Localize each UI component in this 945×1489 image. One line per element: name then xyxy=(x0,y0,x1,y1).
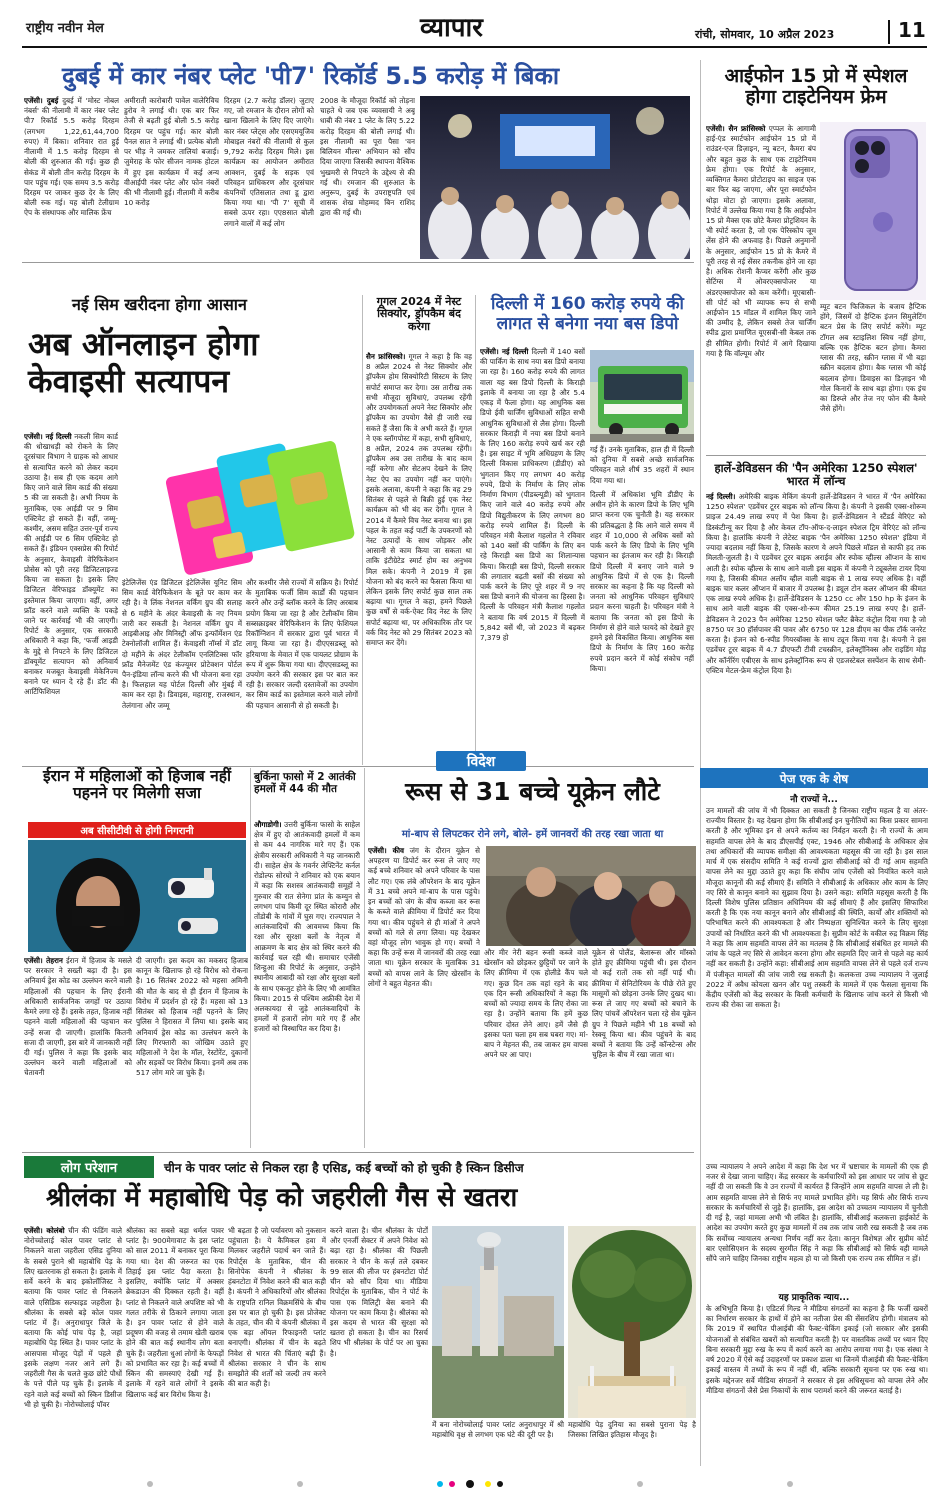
srilanka-col1 xyxy=(24,1226,122,1466)
iphone-col2-text: म्यूट बटन फिजिकल के बजाय हैप्टिक होंगे, जिसमें दो हैप्टिक इंजन सिमुलेटिंग बटन प्रेस के लिए सपोर्ट करेंगे। म्यूट टॉगल अब स्टाइलिश स्विच नहीं होगा, बल्कि एक हैप्टिक बटन होगा। कैमरा ग्लास की तरह, स्क्रीन ग्लास में भी बड़ा स्क्रीन बदलाव होगा। बैक ग्लास भी कोई बदलाव होगा। डिवाइस का डिज़ाइन भी गोल किनारों के साथ बड़ा होगा। एक इंच का डिस्प्ले और तेज नए फोन की कैमरे जैसे होंगे। xyxy=(820,302,926,414)
iran-subhead: अब सीसीटीवी से होगी निगरानी xyxy=(80,826,194,837)
page-ek-band xyxy=(700,768,928,788)
divider-delhi xyxy=(475,295,476,765)
dubai-col4 xyxy=(320,96,415,258)
masthead-divider xyxy=(888,20,890,44)
sim-col3-text: और कश्मीर जैसे राज्यों में सक्रिय है। रिपोर्ट के मुताबिक फर्जी सिम कार्डों की पहचान करने और उन्हें ब्लॉक करने के लिए अरबाब प्रयोग किया जा रहा है और टेलीकॉम सिम सब्सक्राइबर वेरिफिकेशन के लिए फेशियल रिकॉग्निशन में सरकार द्वारा पूर्व भारत में लागू किया जा रहा है। दीएएसडब्लू को हरियाणा के मेवात में एक पायलट प्रोग्राम के रूप में शुरू किया गया था। दीएएसडब्लू का उपयोग करने की सरकार इस पर बात कर रही है। सरकार जल्दी दस्तावेजों का उपयोग कर सिम कार्ड का इस्तेमाल करने वाले लोगों की पहचान आसानी से हो सकती है। xyxy=(246,578,358,710)
russia-dateline: एजेंसी। कीव xyxy=(368,846,404,855)
dubai-col4-text: 2008 के मौजूदा रिकॉर्ड को तोड़ना चाहते थे जब एक व्यवसायी ने अबू धाबी की नंबर 1 प्लेट के लिए 5.22 करोड़ दिरहम की बोली लगाई थी। इस नीलामी का पूरा पैसा 'वन बिलियन मील्स' अभियान को सौंप दिया जाएगा जिसकी स्थापना वैश्विक भुखमरी से निपटने के उद्देश्य से की गई थी। रमजान की शुरुआत के अनुरूप, दुबई के उपराष्ट्रपति एवं शासक शेख मोहम्मद बिन राशिद द्वारा की गई थी। xyxy=(320,96,415,218)
harley-headline: हार्ले-डेविडसन की 'पैन अमेरिका 1250 स्पेशल' भारत में लॉन्च xyxy=(714,461,918,488)
iran-dateline: एजेंसी। तेहरान xyxy=(24,956,63,965)
videsh-label-text: विदेश xyxy=(466,753,496,770)
russia-col1-text: जंग के दौरान यूक्रेन से अपहरण या डिपोर्ट कर रूस ले जाए गए कई बच्चे शनिवार को अपने परिवार के पास लौट गए। एक लंबे ऑपरेशन के बाद यूक्रेन में 31 बच्चे अपने मां-बाप के पास पहुंचे। इन बच्चों को जंग के बीच कब्जा कर रूस के कब्जे वाले क्रीमिया में डिपोर्ट कर दिया गया था। कीव पहुंचने से ही मांओं ने अपने बच्चों को गले से लगा लिया। यह देखकर वहां मौजूद लोग भावुक हो गए। बच्चों ने कहा कि उन्हें रूस में जानवरों की तरह रखा जाता था। यूक्रेन सरकार के मुताबिक 31 बच्चों को वापस लाने के लिए खेरसॉन के लोगों ने बहुत मेहनत की। xyxy=(368,846,480,988)
srilanka-caption2 xyxy=(568,1420,696,1466)
google-dateline: सैन फ्रांसिस्को। xyxy=(366,352,406,361)
divider-right-bottom xyxy=(700,790,701,1466)
sim-dateline: एजेंसी। नई दिल्ली xyxy=(24,432,72,441)
page-ek-body2 xyxy=(706,1162,928,1282)
iphone-headline: आईफोन 15 प्रो में स्पेशल होगा टाइटेनियम फ्रेम xyxy=(724,65,908,109)
divider-right-top xyxy=(700,60,701,880)
google-body xyxy=(366,352,472,762)
page-ek-title: नौ राज्यों ने... xyxy=(790,795,838,805)
iran-col2-text: दी जाएगी। इस कदम का मकसद हिजाब कानून के खिलाफ हो रहे विरोध को रोकना है। 16 सितंबर 2022 को महसा अमिनी की मौत के बाद से ही ईरान में हिजाब के विरोध में प्रदर्शन हो रहे हैं। महसा को 13 सितंबर को हिजाब नहीं पहनने के लिए पुलिस ने हिरासत में लिया था। इसके बाद अनिवार्य ड्रेस कोड का उल्लंघन करने के लिए गिरफ्तारी का जोखिम उठाते हुए महिलाओं ने देश के मॉल, रेस्टोरेंट, दुकानों और सड़कों पर विरोध किया। इनमें अब तक 517 लोग मारे जा चुके हैं। xyxy=(136,956,248,1078)
google-body-text: गूगल ने कहा है कि वह 8 अप्रैल 2024 से नेस्ट सिक्योर और ड्रॉपकैम होम सिक्योरिटी सिस्टम के लिए सपोर्ट समाप्त कर देगा। उस तारीख तक सभी मौजूदा सुविधाएं, उपलब्ध रहेंगी और उपयोगकर्ता अपने नेस्ट सिक्योर और ड्रॉपकैम का उपयोग वैसे ही जारी रख सकते हैं जैसा कि वे अभी करते हैं। गूगल ने एक ब्लॉगपोस्ट में कहा, सभी सुविधाएं, 8 अप्रैल, 2024 तक उपलब्ध रहेंगी। ड्रॉपकैम अब उस तारीख के बाद काम नहीं करेगा और सेटअप देखने के लिए नेस्ट ऐप का उपयोग नहीं कर पाएंगे। इसके अलावा, कंपनी ने कहा कि वह 29 सितंबर से पहले से बिक्री हुई एक नेस्ट कार्यक्रम को भी बंद कर देगी। गूगल ने 2014 में कैमरे विच नेस्ट बनाया था। इस पहल के तहत कई पार्टी के उपकरणों को नेस्ट उत्पादों के साथ जोड़कर और आसानी से काम किया जा सकता था ताकि इंटीग्रेटेड स्मार्ट होम का अनुभव मिल सके। कंपनी ने 2019 में इस योजना को बंद करने का फैसला किया था लेकिन इसके लिए सपोर्ट कुछ साल तक बढ़ाया था। गूगल ने कहा, हमने पिछले कुछ वर्षों से वर्क-ऐक्ट विद नेस्ट के लिए सपोर्ट बढ़ाया था, पर अधिकारिक तौर पर वर्क विद नेस्ट को 29 सितंबर 2023 को समाप्त कर देंगे। xyxy=(366,352,472,648)
srilanka-col3 xyxy=(228,1226,326,1466)
russia-subhead: मां-बाप से लिपटकर रोने लगे, बोले- हमें जानवरों की तरह रखा जाता था xyxy=(401,829,664,840)
sim-col1 xyxy=(24,432,118,764)
sim-kicker: नई सिम खरीदना होगा आसान xyxy=(72,295,247,314)
dubai-auction-photo xyxy=(420,96,690,259)
russia-col3 xyxy=(592,948,696,1146)
delhi-caption-text: गई हैं। उनके मुताबिक, हाल ही में दिल्ली को दुनिया में सबसे अच्छे सार्वजनिक परिवहन वाले शीर्ष 35 शहरों में स्थान दिया गया था। xyxy=(590,445,694,485)
delhi-headline: दिल्ली में 160 करोड़ रुपये की लागत से बनेगा नया बस डिपो xyxy=(491,294,684,334)
divider-harley xyxy=(706,455,926,456)
srilanka-caption1-text: मेंं बना नोरोच्चोलाई पावर प्लांट अनुराधापुर में श्री महाबोधि वृक्ष से लगभग एक घंटे की दूरी पर है। xyxy=(432,1420,564,1440)
masthead-date: रांची, सोमवार, 10 अप्रैल 2023 xyxy=(695,28,835,41)
srilanka-col4-text: करने वाला है। चीन श्रीलंका के पोर्टों और एनर्जी सेक्टर में अपने निवेश को बढ़ा रहा है। श्रीलंका की पिछली सरकार ने चीन के कर्ज़ तले दबकर 99 साल की लीज पर हंबनटोटा पोर्ट चीन को सौंप दिया था। मीडिया रिपोर्ट्स के मुताबिक, चीन ने पोर्ट के पास एक मिलिट्री बेस बनाने की योजना पर काम किया है। श्रीलंका को इस कदम से भारत की सुरक्षा को खतरा हो सकता है। चीन का रिसर्च शिप भी श्रीलंका के पोर्ट पर आ चुका है। xyxy=(330,1226,428,1358)
footer-color-bar xyxy=(0,1474,945,1484)
page-ek-body2-text: उच्च न्यायालय ने अपने आदेश में कहा कि देश भर में भ्रष्टाचार के मामलों की एक ही नजर से देखा जाना चाहिए। केंद्र सरकार के कर्मचारियों को इस आधार पर जांच से छूट नहीं दी जा सकती कि वे उन राज्यों में कार्यरत हैं जिन्होंने आम सहमति वापस ले ली है। आम सहमति वापस लेने से सिर्फ नए मामले प्रभावित होंगे। यह सिर्फ और सिर्फ राज्य सरकार के कर्मचारियों से जुड़े हैं। हालांकि, इस आदेश को उच्चतम न्यायालय में चुनौती दी गई है, जहां मामला अभी भी लंबित है। हालांकि, सीबीआई कलकत्ता हाईकोर्ट के आदेश का उपयोग करते हुए कुछ मामलों में तब तक जांच जारी रख सकती है जब तक कि सर्वोच्च न्यायालय अन्यथा निर्णय नहीं कर देता। कानून विशेषज्ञ और सुप्रीम कोर्ट बार एसोसिएशन के सदस्य सुरमीत सिंह ने कहा कि सीबीआई को सिर्फ वही मामले सौंपे जाने चाहिए जिनका राष्ट्रीय महत्व हो या जो किसी एक राज्य तक सीमित न हों। xyxy=(706,1162,928,1263)
harley-dateline: नई दिल्ली। xyxy=(706,492,736,501)
russia-col2-text: और मीर नेरी बहन रूसी कब्जे वाले खेरसॉन को छोड़कर छुट्टियों पर जाने के लिए क्रीमिया में एक होलीडे कैंप चले गए। कुछ दिन तक वहां रहने के बाद एक दिन रूसी अधिकारियों ने कहा कि बच्चों को ज्यादा समय के लिए रोका जा रहा है। उन्होंने बताया कि हमें कुछ परिवार दोस्त लेने आए। हमें जैसे ही इसका पता चला हम सब घबरा गए। मां-बाप ने मेहनत की, तब जाकर हम वापस अपने घर आ पाए। xyxy=(484,948,588,1060)
dubai-col2-text: अमीराती कारोबारी पावेल वालेरिविच डुरोव ने लगाई थी। एक बार फिर तेजी से बढ़ती हुई बोली 5.5 करोड़ दिरहम पर पहुंच गई। कार बोली पैनल सात ने लगाई थी। प्रत्येक बोली पर भीड़ ने जमकर तालियां बजाई। जुमेराह के फोर सीजन नामक होटल में हुए इस कार्यक्रम में कई अन्य वीआईपी नंबर प्लेट और फोन नंबरों की भी नीलामी हुई। नीलामी में करीब 10 करोड़ xyxy=(124,96,219,208)
srilanka-col1-text: चीन की फंडिंग वाले नोरोच्चोलाई कोल पावर प्लांट से निकलने वाला जहरीला एसिड दुनिया के सबसे पुराने श्री महाबोधि पेड़ के लिए खतरनाक हो सकता है। इलाके में सर्वे करने के बाद इकोलॉजिस्ट ने बताया कि पावर प्लांट से निकलने वाले एसिडिक सल्फाइड जहरीला है। श्रीलंका के सबसे बड़े कोल पावर प्लांट में हैं। अनुराधापुर जिले के बताया कि कोई पांच पेड़ है, जहां महाबोधि पेड़ स्थित है। पावर प्लांट के आसपास मौजूद पेड़ों में पहले ही इसके लक्षण नजर आने लगे हैं। जहरीली गैस के चलते कुछ छोटे पौधों के पत्ते पीले पड़ चुके हैं। इलाके में रहने वाले कई बच्चों को स्किन डिसीज भी हो चुकी है। नोरोच्चोलाई पॉवर xyxy=(24,1226,122,1409)
iphone-col1 xyxy=(706,124,816,452)
page-ek-band-label: पेज एक के शेष xyxy=(779,771,849,786)
dubai-col1-text: दुबई में 'मोस्ट नोबल नंबर्स' की नीलामी में कार नंबर प्लेट पी7 रिकॉर्ड 5.5 करोड़ दिरहम (लगभग 1,22,61,44,700 रुपए) में बिका। शनिवार रात हुई नीलामी में 1.5 करोड़ दिरहम से बोली की शुरुआत की गई। कुछ ही सेकंड में बोली तीन करोड़ दिरहम के पार पहुंच गई। एक समय 3.5 करोड़ दिरहम पर जाकर कुछ देर के लिए बोली रुक गई। यह बोली टेलीग्राम ऐप के संस्थापक और मालिक फ्रेंच xyxy=(24,96,119,218)
russia-col2 xyxy=(484,948,588,1146)
page-number: 11 xyxy=(898,18,926,42)
delhi-col2 xyxy=(590,490,694,762)
delhi-dateline: एजेंसी। नई दिल्ली xyxy=(480,347,529,356)
divider-srilanka xyxy=(22,1152,694,1153)
page-ek-body3 xyxy=(706,1304,928,1464)
sim-col1-text: नकली सिम कार्ड की धोखाधड़ी को रोकने के लिए दूरसंचार विभाग ने ग्राहक को आधार से सत्यापित करने को लेकर कदम उठाया है। सब ही एक कदम आगे किए जाने वाले सिम कार्ड की संख्या 5 की जा सकती है। अभी नियम के मुताबिक, एक आईडी पर 9 सिम एक्टिवेट हो सकते हैं। वहीं, जम्मू-कश्मीर, असम सहित उत्तर-पूर्व राज्य की आईडी पर 6 सिम एक्टिवेट हो सकते हैं। इंडियन एक्सप्रेस की रिपोर्ट के अनुसार, केवाइसी वेरिफिकेशन प्रोसेस को पूरी तरह डिजिटलाइज्ड किया जा सकता है। इसके लिए डिजिटल वेरिफाइड डॉक्यूमेंट का इस्तेमाल किया जाएगा। वहीं, अगर फ्रॉड करने वाले व्यक्ति के पकड़े जाने पर कार्रवाई भी की जाएगी। रिपोर्ट के अनुसार, एक सरकारी अधिकारी ने कहा कि, 'फर्जी आइडी के मुद्दे से निपटने के लिए डिजिटल डॉक्यूमेंट सत्यापन को अनिवार्य बनाकर मजबूत केवाइसी मेकेनिज्म बनाने पर ध्यान दे रहे हैं। डॉट की आर्टिफिशियल xyxy=(24,432,118,697)
burkina-headline: बुर्किना फासो में 2 आतंकी हमलों में 44 की मौत xyxy=(254,771,356,795)
iran-subhead-band xyxy=(28,822,246,838)
russia-col1 xyxy=(368,846,480,1146)
srilanka-dateline: एजेंसी। कोलंबो xyxy=(24,1226,65,1235)
sim-cards-photo xyxy=(166,428,362,576)
sim-headline: अब ऑनलाइन होगा केवाइसी सत्यापन xyxy=(28,325,259,400)
page-ek-body3-text: के अभिभूति किया है। एडिटर्स गिल्ड ने मीडिया संगठनों का कहना है कि फर्जी खबरों का निर्धारण सरकार के हाथों में होने का नतीजा प्रेस की सेंसरशिप होगी। मंत्रालय को कि 2019 में स्थापित पीआईबी की फैक्ट-चेकिंग इकाई (जो सरकार और इसकी योजनाओं से संबंधित खबरों को सत्यापित करती है) पर वास्तविक तथ्यों पर ध्यान दिए बिना सरकारी मुद्दा रुख के रूप में कार्य करने का आरोप लगाया गया है। एक संस्था ने वर्ष 2020 में ऐसे कई उदाहरणों पर प्रकाश डाला था जिनमें पीआईबी की फैक्ट-चेकिंग इकाई वास्तव में तथ्यों के रूप में नहीं थी, बल्कि सरकारी सूचना पर एक रुख था। इसके मद्देनजर सर्वे मीडिया संगठनों ने सरकार से इस अधिसूचना को वापस लेने और मीडिया संगठनों जैसे प्रेस निकायों के साथ परामर्श करने की जरूरत बताई है। xyxy=(706,1304,928,1395)
divider-google xyxy=(362,295,363,765)
harley-body xyxy=(706,492,926,747)
srilanka-caption2-text: महाबोधि पेड़ दुनिया का सबसे पुराना पेड़ है जिसका लिखित इतिहास मौजूद है। xyxy=(568,1420,696,1440)
divider-russia xyxy=(364,768,365,1148)
masthead-rule xyxy=(22,46,927,48)
iran-headline: ईरान में महिलाओं को हिजाब नहीं पहनने पर मिलेगी सजा xyxy=(42,767,232,803)
iphone-col1-text: एप्पल के आगामी हाई-एंड स्मार्टफोन आईफोन 15 प्रो में राउंडर-एज डिज़ाइन, न्यू बटन, कैमरा बंप और बहुत कुछ के साथ एक टाइटेनियम फ्रेम होगा। एक रिपोर्ट के अनुसार, व्यक्तिगत कैमरा प्रोटोटाइप का साइज एक बार फिर बढ़ जाएगा, और पूरा स्मार्टफोन थोड़ा मोटा हो जाएगा। इसके अलावा, रिपोर्ट में उल्लेख किया गया है कि आईफोन 15 प्रो मैक्स एक छोटे कैमरा प्रोट्रशियन के भी स्पोर्ट करता है, जो एक पेरिस्कोप जूम लेंस होने की अफवाह है। पिछले अनुमानों के अनुसार, आईफोन 15 प्रो के कैमरे में पूरी तरह से नई सेंसर तकनीक होने जा रहा है। अधिक रोशनी कैप्चर करेंगी और कुछ सेटिंग्स में ओवरएक्सपोजर या अंडरएक्सपोजर को कम करेंगी। मूएबासी-सी पोर्ट को भी व्यापक रूप से सभी आईफोन 15 मॉडल में शामिल किए जाने की उम्मीद है, लेकिन सबसे तेज चार्जिंग स्पीड द्वारा प्रमाणित यूएसबी-सी केबल तक ही सीमित होगी। रिपोर्ट में आगे दिखाया गया है कि वॉल्यूम और xyxy=(706,124,816,358)
dubai-col3 xyxy=(224,96,314,258)
iphone-col2 xyxy=(820,302,926,452)
delhi-caption xyxy=(590,445,694,487)
sim-col3 xyxy=(246,578,358,764)
section-title: व्यापार xyxy=(420,13,483,43)
sim-col2-text: इंटेलिजेंस एंड डिजिटल इंटेलिजेंस यूनिट सिम सिम कार्ड वेरिफिकेशन के बूते पर काम कर रही है। वे लिंक नेशनल वर्किंग ग्रुप की सलाह से 6 महीने के अंदर केवाइसी के नए नियम जारी कर सकती है। नेशनल वर्किंग ग्रुप में आइबीआइ और मिनिस्ट्री ऑफ इन्फॉर्मेशन एंड टेक्नोलॉजी शामिल हैं। केवाइसी नॉर्म्स में डॉट दो महीने के अंदर टेलीकॉम एनलिटिक्स फॉर फ्रॉड मैनेजमेंट एंड कंज्यूमर प्रोटेक्शन पोर्टल पैन-इंडिया लॉन्च करने की भी योजना बना रहा है। फिलहाल यह पोर्टल दिल्ली और मुंबई में काम कर रहा है। डिवाइस, महाराष्ट्र, राजस्थान, तेलंगाना और जम्मू xyxy=(122,578,242,710)
srilanka-kicker: चीन के पावर प्लांट से निकल रहा है एसिड, कई बच्चों को हो चुकी है स्किन डिसीज xyxy=(164,1161,524,1175)
divider-sim xyxy=(22,262,694,263)
srilanka-col2 xyxy=(126,1226,224,1466)
delhi-col1 xyxy=(480,347,585,762)
paper-name: राष्ट्रीय नवीन मेल xyxy=(26,21,104,36)
burkina-body xyxy=(254,820,360,1148)
srilanka-band-label xyxy=(24,1156,154,1178)
sim-col2 xyxy=(122,578,242,764)
russia-headline: रूस से 31 बच्चे यूक्रेन लौटे xyxy=(405,777,660,806)
iphone-dateline: एजेंसी। सैन फ्रांसिस्को xyxy=(706,124,766,133)
burkina-body-text: उत्तरी बुर्किना फासो के साहेल क्षेत्र में हुए दो आतंकवादी हमलों में कम से कम 44 नागरिक मारे गए हैं। एक क्षेत्रीय सरकारी अधिकारी ने यह जानकारी दी। साहेल क्षेत्र के गवर्नर लेफ्टिनेंट कर्नल रोडोल्फ सोरघो ने शनिवार को एक बयान में कहा कि सशस्त्र आतंकवादी समूहों ने गुरुवार की रात सेनेगा प्रांत के कम्युन से लगभग पांच किमी दूर स्थित कोरारौ और तोंडोबी के गांवों में घुस गए। राज्यपाल ने आतंकवादियों की आवमच्य किया कि रक्षा और सुरक्षा बलों के नेतृत्व में आक्रमण के बाद क्षेत्र को स्थिर करने की कार्रवाई चल रही थी। समाचार एजेंसी शिन्हुआ की रिपोर्ट के अनुसार, उन्होंने स्थानीय आबादी को रक्षा और सुरक्षा बलों के साथ एकजुट होने के लिए भी आमंत्रित किया। 2015 से पश्चिम अफ्रीकी देश में अलकायदा से जुड़े आतंकवादियों के हमलों में हजारों लोग मारे गए हैं और हजारों को विस्थापित कर दिया है। xyxy=(254,820,360,1034)
delhi-bus-photo xyxy=(590,350,694,442)
iran-col2 xyxy=(136,956,248,1146)
google-headline: गूगल 2024 में नेस्ट सिक्योर, ड्रॉपकैम बंद करेगा xyxy=(376,295,462,333)
iran-col1-text: ईरान में हिजाब के मसले पर सरकार ने सख्ती बढ़ा दी है। इस अनिवार्य ड्रेस कोड का उल्लंघन करने वाली महिलाओं की पहचान के लिए ईरानी अधिकारी सार्वजनिक जगहों पर उठाया कैमरे लगा रहे हैं। इसके तहत, हिजाब नहीं पहनने वाली महिलाओं की पहचान कर उन्हें सजा दी जाएगी। हालांकि कितनी सजा दी जाएगी, इस बारे में जानकारी नहीं दी गई। पुलिस ने कहा कि इसके बाद उल्लंघन करने वाली महिलाओं को चेतावनी xyxy=(24,956,132,1078)
russia-col3-text: यूक्रेन से पोलैंड, बेलारूस और मॉस्को होते हुए क्रीमिया पहुंची थी। इस दौरान वो कई रातों तक सो नहीं पाई थी। क्रीमिया में सेनिटोरियम के पीछे रोते हुए मासूमों को छोड़ना उनके लिए दुखद था। रूस ले जाए गए बच्चों को बचाने के लिए पांचवें ऑपरेशन चला रहे सेव यूक्रेन ग्रुप ने पिछले महीने भी 18 बच्चों को रेस्क्यू किया था। कीव पहुंचने के बाद बच्चों ने बताया कि उन्हें कॉन्स्टेन्स और चुहिल के बीच में रखा जाता था। xyxy=(592,948,696,1060)
page-ek-title2: यह प्राकृतिक न्याय... xyxy=(778,1293,850,1303)
srilanka-col4 xyxy=(330,1226,428,1466)
divider-burkina xyxy=(250,768,251,1148)
dubai-dateline: एजेंसी। दुबई xyxy=(24,96,59,105)
russia-reunion-photo xyxy=(486,846,696,946)
harley-body-text: अमेरिकी बाइक मेकिंग कंपनी हार्ले-डेविडसन ने भारत में 'पैन अमेरिका 1250 स्पेशल' एडवेंचर टूरर बाइक को लॉन्च किया है। कंपनी ने इसकी एक्स-शोरूम प्राइज 24.49 लाख रुपए में पेश किया है। हार्ले-डेविडसन ने स्टैंडर्ड वेरिएंट को डिस्कंटीन्यू कर दिया है और केवल टॉप-ऑफ-द-लाइन स्पेशल ट्रिम वेरिएंट को लॉन्च किया है। हालांकि कंपनी ने लेटेस्ट बाइक 'पैन अमेरिका 1250 स्पेशल' इंडिया में ज्यादा बदलाव नहीं किया है, जिसके कारण ये अपने पिछले मॉडल से काफी हद तक मिलती-जुलती है। ये एडवेंचर टूरर बाइक अराईव और स्पोक व्हील्स ऑप्शन के साथ आती है। स्पोक व्हील्स के साथ आने वाली इस बाइक में कंपनी ने ट्यूबलेस टायर दिया गया है, जिसकी कीमत अलॉय व्हील वाली बाइक से 1 लाख रुपए अधिक है। वहीं बाइक चार कलर ऑप्शन में बाजार में उपलब्ध है। ड्यूल टोन कलर ऑप्शन की कीमत एक लाख रुपये अधिक है। हार्ले-डेविडसन के 1250 cc और 150 hp के इंजन के साथ आने वाली बाइक की एक्स-शो-रूम कीमत 25.19 लाख रुपए है। हार्ले-डेविडसन ने 2023 पैन अमेरिका 1250 स्पेशल फ्लैट ब्रैकेट कंट्रोल दिया गया है जो 8750 पर 30 हॉर्सपावर की पावर और 6750 पर 128 डीएम का पीक टॉर्क जनरेट करता है। इंजन को 6-स्पीड गियरबॉक्स के साथ ट्यून किया गया है। कंपनी ने इस एडवेंचर टूरर बाइक में 4.7 डीएफटी टीवी टचस्क्रीन, इलेक्ट्रॉनिक्स और राइडिंग मोड़ और कॉर्नरिंग एबीएस के साथ इलेक्ट्रॉनिक रूप से एडजस्टेबल सस्पेंशन के साथ सेमी-एक्टिव मेटल-फ्रेम कंट्रोल दिया है। xyxy=(706,492,926,675)
delhi-col1-text: दिल्ली में 140 बसों की पार्किंग के साथ नया बस डिपो बनाया जा रहा है। 160 करोड़ रुपये की लागत वाला यह बस डिपो दिल्ली के किराड़ी इलाके में बनाया जा रहा है और 5.4 एकड़ में फैला होगा। यह आधुनिक बस डिपो ईवी चार्जिंग सुविधाओं सहित सभी आधुनिक सुविधाओं से लैस होगा। दिल्ली सरकार किराड़ी में नया बस डिपो बनाने के लिए 160 करोड़ रुपये खर्च कर रही है। इस साइट में भूमि अधिग्रहण के लिए दिल्ली विकास प्राधिकरण (डीडीए) को भुगतान किए गए लगभग 40 करोड़ रुपये, डिपो के निर्माण के लिए लोक निर्माण विभाग (पीडब्ल्यूडी) को भुगतान किए जाने वाले 40 करोड़ रुपये और डिपो विद्युतीकरण के लिए लगभग 80 करोड़ रुपये शामिल हैं। दिल्ली के परिवहन मंत्री कैलाश गहलोत ने रविवार को 140 बसों की पार्किंग के लिए बन रहे किराड़ी बस डिपो का शिलान्यास किया। किराड़ी बस डिपो, दिल्ली सरकार की लगातार बढ़ती बसों की संख्या को पार्क करने के लिए पूरे शहर में 9 नए बस डिपो बनाने की योजना का हिस्सा है। दिल्ली के परिवहन मंत्री कैलाश गहलोत ने बताया कि वर्ष 2015 में दिल्ली में 5,842 बसें थी, जो 2023 में बढ़कर 7,379 हो xyxy=(480,347,585,643)
iphone-photo xyxy=(820,122,926,300)
masthead xyxy=(0,0,945,50)
page-ek-body1-text: उन मामलों की जांच में भी दिक्कत आ सकती है जिनका राष्ट्रीय महत्व है या अंतर-राज्यीय विस्तार है। यह देखना होगा कि सीबीआई इन चुनौतियों का किस प्रकार सामना करती है और भूमिका इन से अपने कर्तव्य का निर्वहन करती है। नौ राज्यों के आम सहमति वापस लेने के बाद डीएसपीई एक्ट, 1946 और सीबीआई के अधिकार क्षेत्र तथा अधिकारों की व्यापक समीक्षा की आवश्यकता महसूस की जा रही है। इस साल मार्च में एक संसदीय समिति ने कई राज्यों द्वारा सीबीआई को दी गई आम सहमति वापस लेने का मुद्दा उठाते हुए कहा कि संघीय जांच एजेंसी को नियंत्रित करने वाले मौजूदा कानूनों की कई सीमाएं हैं। समिति ने सीबीआई के अधिकार और काम के लिए नए सिरे से कानून बनाने का सुझाव दिया है। उसने कहा: समिति महसूस करती है कि दिल्ली विशेष पुलिस प्रतिष्ठान अधिनियम की कई सीमाएं हैं और इसलिए सिफारिश करती है कि एक नया कानून बनाने और सीबीआई की स्थिति, कार्यों और शक्तियों को परिभाषित करने की आवश्यकता है और निष्पक्षता सुनिश्चित करने के लिए सुरक्षा उपायों को निर्धारित करने की भी आवश्यकता है। सुप्रीम कोर्ट के वकील रुद्र विक्रम सिंह ने कहा कि आम सहमति वापस लेने का मतलब है कि सीबीआई संबंधित हर मामले की जांच के पहले नए सिरे से आवेदन करना होगा और सहमति दिए जाने से पहले वह कार्य नहीं कर सकती है। उन्होंने कहा: सीबीआई आम सहमति वापस लेने से पहले दर्ज राज्य में पंजीकृत मामलों की जांच जारी रख सकती है। कलकत्ता उच्च न्यायालय ने जुलाई 2022 में अवैध कोयला खनन और पशु तस्करी के मामले में एक फैसला सुनाया कि केंद्रीय एजेंसी को केंद्र सरकार के किसी कर्मचारी के खिलाफ जांच करने से किसी भी राज्य की रोका जा सकता है। xyxy=(706,806,928,1010)
srilanka-powerplant-photo xyxy=(432,1226,564,1418)
dubai-col1 xyxy=(24,96,119,258)
delhi-col2-text: दिल्ली में अधिकांश भूमि डीडीए के अधीन होने के कारण डिपो के लिए भूमि प्राप्त करना एक चुनौती है। यह सरकार की प्रतिबद्धता है कि आने वाले समय में शहर में 10,000 से अधिक बसों को पार्क करने के लिए डिपो के लिए भूमि पहचान का इंतजाम कर रही है। किराड़ी डिपो दिल्ली में बनाए जाने वाले 9 आधुनिक डिपो में से एक है। दिल्ली सरकार का कहना है कि यह दिल्ली को जनता को आधुनिक परिवहन सुविधाएं प्रदान करना चाहती है। परिवहन मंत्री ने बताया कि जनता को इस डिपो के निर्माण से होने वाले फायदे को देखते हुए हमने इसे विकसित किया। आधुनिक बस डिपो के निर्माण के लिए 160 करोड़ रुपये प्रदान करने में कोई संकोच नहीं किया। xyxy=(590,490,694,673)
dubai-col2 xyxy=(124,96,219,258)
dubai-col3-text: दिरहम (2.7 करोड़ डॉलर) जुटाए गए, जो रमजान के दौरान लोगों को खाना खिलाने के लिए दिए जाएंगे। कार नंबर प्लेट्स और एसएमयूजिव मोबाइल नंबरों की नीलामी से कुल 9,792 करोड़ दिरहम मिले। इस कार्यक्रम का आयोजन अमीरात आक्शन, दुबई के सड़क एवं परिवहन प्राधिकरण और दूरसंचार कंपनियों एतिसलात तथा डू द्वारा किया गया था। 'पी 7' सूची में सबसे ऊपर रहा। एए8सात बोली लगाने वालों में कई लोग xyxy=(224,96,314,228)
srilanka-bodhi-tree-photo xyxy=(568,1226,696,1418)
page-ek-body1 xyxy=(706,806,928,1160)
srilanka-caption1 xyxy=(432,1420,564,1466)
srilanka-band-text: लोग परेशान xyxy=(60,1161,118,1176)
iran-col1 xyxy=(24,956,132,1146)
iran-cctv-photo xyxy=(28,840,246,952)
burkina-dateline: औगाडोगी। xyxy=(254,820,282,829)
srilanka-col3-text: भी बढ़ता है जो पर्यावरण को नुकसान पहुंचाता है। ये कैमिकल हवा में मिलकर जहरीले पदार्थ बन जाते हैं। रिपोर्ट्स के मुताबिक, चीन की सिनोपेक कंपनी ने श्रीलंका के हंबनटोटा में निवेश करने की बात कही है। कंपनी ने अधिकारियों और श्रीलंका के राष्ट्रपति रानिल विक्रमसिंघे के बीच इस पर बात हो चुकी है। इस प्रोजेक्ट के तहत, चीन की ये कंपनी श्रीलंका में एक बड़ा ऑयल रिफाइनरी प्लांट बनाएगी। श्रीलंका में चीन के बढ़ते निवेश से भारत की चिंताएं बढ़ी हैं। श्रीलंका सरकार ने चीन के साथ समझौते की शर्तों को जल्दी तय करने की बात कही है। xyxy=(228,1226,326,1389)
videsh-label xyxy=(436,751,526,771)
dubai-headline: दुबई में कार नंबर प्लेट 'पी7' रिकॉर्ड 5.5 करोड़ में बिका xyxy=(62,62,560,90)
srilanka-headline: श्रीलंका में महाबोधि पेड़ को जहरीली गैस से खतरा xyxy=(46,1183,518,1213)
srilanka-col2-text: श्रीलंका का सबसे बड़ा थर्मल पावर प्लांट है। 900मेगावाट के इस प्लांट को साल 2011 में बनाकर पूरा किया गया था। देश की जरूरत का एक तिहाई इस प्लांट पैदा करता है। इसलिए, क्योंकि प्लांट में अक्सर ब्रेकडाउन की दिक्कत रहती है। वहीं प्लांट से निकलने वाले अपशिष्ट को भी गलत तरीके से ठिकाने लगाया जाता है। इन पावर प्लांट से होने वाले प्रदूषण की वजह से तमाम खेती खराब होने की बात कई स्थानीय लोग बता चुके हैं। जहरीला धुआं लोगों के फेफड़ों को प्रभावित कर रहा है। कई बच्चों में स्किन की समस्याएं देखी गई हैं। इलाके में रहने वाले लोगों ने इसके खिलाफ कई बार विरोध किया है। xyxy=(126,1226,224,1399)
